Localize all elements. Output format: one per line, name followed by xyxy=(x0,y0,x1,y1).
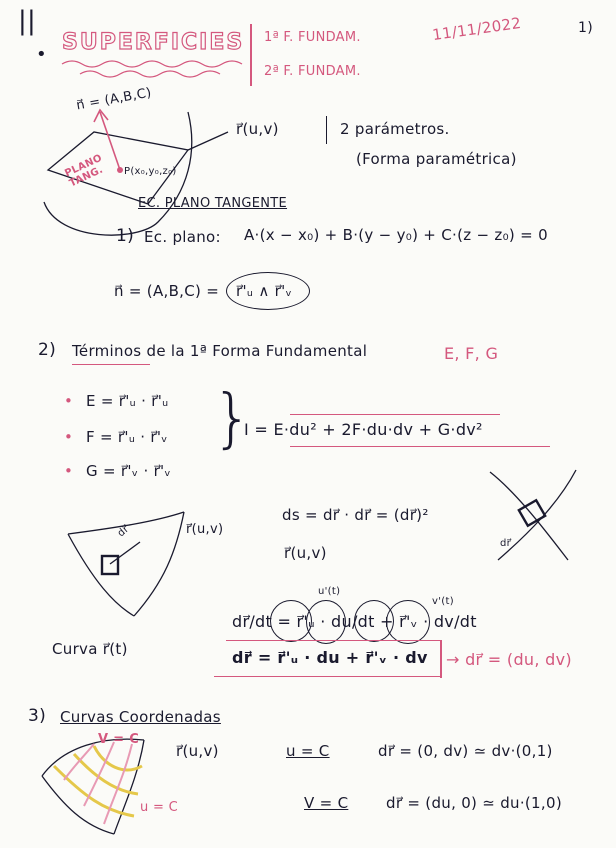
dr-equation: dr⃗ = r⃗'ᵤ · du + r⃗'ᵥ · dv xyxy=(232,648,428,667)
v-const-result: dr⃗ = (du, 0) ≃ du·(1,0) xyxy=(386,794,562,812)
form-1-label: 1ª F. FUNDAM. xyxy=(264,30,361,45)
dr-equation-right-bar xyxy=(440,640,442,678)
term-bullet-f: • xyxy=(64,428,74,446)
params-divider xyxy=(326,116,327,144)
u-prime-label: u'(t) xyxy=(318,586,341,597)
header-divider xyxy=(250,24,252,86)
term-f: F = r⃗'ᵤ · r⃗'ᵥ xyxy=(86,428,168,446)
terms-brace: } xyxy=(212,382,254,456)
page-margin-mark: || xyxy=(18,6,37,36)
u-const-result: dr⃗ = (0, dv) ≃ dv·(0,1) xyxy=(378,742,553,760)
normal-cross-product: r⃗'ᵤ ∧ r⃗'ᵥ xyxy=(236,282,293,300)
section-3-heading: Curvas Coordenadas xyxy=(60,708,221,726)
ds-equation: ds = dr⃗ · dr⃗ = (dr⃗)² xyxy=(282,506,429,524)
curve-label: Curva r⃗(t) xyxy=(52,640,128,658)
bullet-dot: • xyxy=(36,44,47,65)
dr-equation-line-top xyxy=(226,640,442,641)
section-2-number: 2) xyxy=(38,340,57,360)
dr-equation-line-bottom xyxy=(214,676,442,677)
crossing-curves-sketch xyxy=(488,464,578,564)
title-underline-wave xyxy=(60,56,250,82)
patch-surface-label: r⃗(u,v) xyxy=(186,522,224,537)
r-uv-label: r⃗(u,v) xyxy=(284,544,327,562)
first-form-line-top xyxy=(290,414,500,415)
section-2-terms: E, F, G xyxy=(444,344,499,363)
term-bullet-e: • xyxy=(64,392,74,410)
plane-equation: A·(x − x₀) + B·(y − y₀) + C·(z − z₀) = 0 xyxy=(244,226,548,244)
section-2-heading-underline xyxy=(72,364,150,365)
first-form-line-bottom xyxy=(290,446,550,447)
plane-equation-prefix: Ec. plano: xyxy=(144,228,221,246)
plane-step-number: 1) xyxy=(116,226,135,246)
page-title: SUPERFICIES xyxy=(62,30,245,55)
first-fundamental-form: I = E·du² + 2F·du·dv + G·dv² xyxy=(244,420,483,439)
dr-result: → dr⃗ = (du, dv) xyxy=(446,650,572,669)
term-bullet-g: • xyxy=(64,462,74,480)
du-dt-circle xyxy=(306,600,346,644)
date-label: 11/11/2022 xyxy=(431,13,523,45)
coordinate-surface-label: r⃗(u,v) xyxy=(176,742,219,760)
dv-dt-circle xyxy=(386,600,430,644)
v-const-condition: V = C xyxy=(304,794,349,812)
u-const-condition: u = C xyxy=(286,742,330,760)
tangent-plane-heading: EC. PLANO TANGENTE xyxy=(138,196,288,211)
section-2-heading: Términos de la 1ª Forma Fundamental xyxy=(72,342,368,360)
crossing-dr-label: dr⃗ xyxy=(500,538,512,549)
term-g: G = r⃗'ᵥ · r⃗'ᵥ xyxy=(86,462,172,480)
parametric-form-text: (Forma paramétrica) xyxy=(356,150,517,168)
v-prime-label: v'(t) xyxy=(432,596,454,607)
v-const-curve-label: V = C xyxy=(98,732,140,747)
form-2-label: 2ª F. FUNDAM. xyxy=(264,64,361,79)
coordinate-curves-sketch xyxy=(34,736,174,836)
surface-vector-label: r⃗(u,v) xyxy=(236,120,279,138)
normal-vector-label: n⃗ = (A,B,C) xyxy=(75,85,153,114)
point-label: P(x₀,y₀,z₀) xyxy=(124,166,177,177)
patch-dr-label: dr⃗ xyxy=(115,523,132,540)
section-3-number: 3) xyxy=(28,706,47,726)
page-number: 1) xyxy=(578,20,593,36)
normal-equation: n⃗ = (A,B,C) = xyxy=(114,282,220,300)
u-const-curve-label: u = C xyxy=(140,800,178,815)
term-e: E = r⃗'ᵤ · r⃗'ᵤ xyxy=(86,392,169,410)
derivative-equation: dr⃗/dt = r⃗'ᵤ · du/dt + r⃗'ᵥ · dv/dt xyxy=(232,612,477,631)
params-text: 2 parámetros. xyxy=(340,120,450,138)
tangent-plane-label: PLANO TANG. xyxy=(63,152,105,190)
